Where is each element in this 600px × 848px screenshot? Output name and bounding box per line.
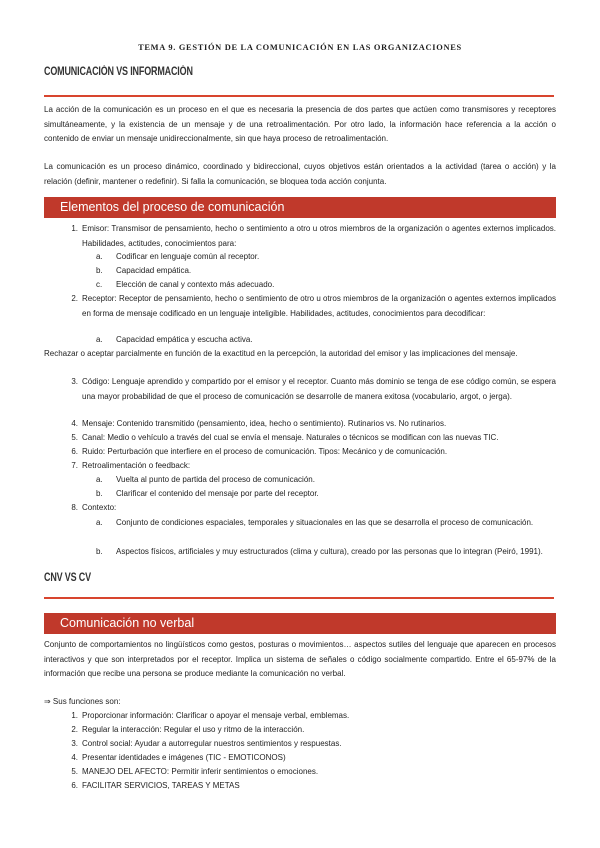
list-number: 5.	[71, 433, 78, 442]
list-item-ruido: Ruido: Perturbación que interfiere en el proceso de comunicación. Tipos: Mecánico y de comunicación.	[82, 447, 448, 456]
intro-paragraph-1: La acción de la comunicación es un proceso en el que es necesaria la presencia de dos partes que actúen como transmisores y receptores simultáneamente, y la existencia de un mensaje y de una retroalimentación. Por otro lado, la información hace referencia a la acción o contenido de enviar un mensaje unidireccionalmente, sin que haya proceso de retroalimentación.	[44, 105, 556, 143]
list-item-contexto: Contexto:	[82, 503, 117, 512]
list-item-codigo: Código: Lenguaje aprendido y compartido por el emisor y el receptor. Cuanto más dominio se tenga de ese código común, se espera una mayor probabilidad de que el proceso de comunicación se desarrolle de manera exitosa (vocabulario, argot, o jerga).	[82, 377, 556, 401]
sub-letter: a.	[96, 335, 103, 344]
list-number: 5.	[71, 767, 78, 776]
list-item-retroalimentacion: Retroalimentación o feedback:	[82, 461, 191, 470]
list-number: 1.	[71, 711, 78, 720]
sub-letter: c.	[96, 280, 103, 289]
sub-letter: b.	[96, 489, 103, 498]
function-item: Regular la interacción: Regular el uso y ritmo de la interacción.	[82, 725, 305, 734]
sub-letter: b.	[96, 547, 103, 556]
sub-item: Aspectos físicos, artificiales y muy estructurados (clima y cultura), creado por las personas que lo integran (Peiró, 1991).	[116, 547, 543, 556]
function-item: Control social: Ayudar a autorregular nuestros sentimientos y respuestas.	[82, 739, 342, 748]
sub-letter: a.	[96, 518, 103, 527]
sub-letter: a.	[96, 252, 103, 261]
list-number: 6.	[71, 447, 78, 456]
cnv-paragraph: Conjunto de comportamientos no lingüísticos como gestos, posturas o movimientos… aspectos sutiles del lenguaje que aparecen en procesos interactivos y que son interpretados por el receptor. Implica un sistema de señales o código socialmente compartido. Entre el 65-97% de la información que recibe una persona se produce mediante la comunicación no verbal.	[44, 640, 556, 678]
sub-letter: b.	[96, 266, 103, 275]
section-heading-cnv-vs-cv: CNV VS CV	[44, 572, 91, 584]
function-item: FACILITAR SERVICIOS, TAREAS Y METAS	[82, 781, 240, 790]
sub-item: Vuelta al punto de partida del proceso de comunicación.	[116, 475, 315, 484]
sub-item: Conjunto de condiciones espaciales, temporales y situacionales en las que se desarrolla el proceso de comunicación.	[116, 518, 534, 527]
functions-label: ⇒ Sus funciones son:	[44, 697, 121, 706]
list-number: 8.	[71, 503, 78, 512]
list-number: 4.	[71, 753, 78, 762]
function-item: Proporcionar información: Clarificar o apoyar el mensaje verbal, emblemas.	[82, 711, 350, 720]
section-divider	[44, 597, 554, 599]
banner-comunicacion-no-verbal: Comunicación no verbal	[44, 613, 556, 634]
function-item: MANEJO DEL AFECTO: Permitir inferir sentimientos o emociones.	[82, 767, 319, 776]
section-heading-comunicacion-vs-informacion: COMUNICACIÓN VS INFORMACIÓN	[44, 66, 193, 78]
receptor-note: Rechazar o aceptar parcialmente en función de la exactitud en la percepción, la autoridad del emisor y las implicaciones del mensaje.	[44, 349, 518, 358]
sub-item: Clarificar el contenido del mensaje por parte del receptor.	[116, 489, 319, 498]
list-number: 3.	[71, 739, 78, 748]
banner-elementos: Elementos del proceso de comunicación	[44, 197, 556, 218]
sub-item: Codificar en lenguaje común al receptor.	[116, 252, 260, 261]
sub-item: Capacidad empática y escucha activa.	[116, 335, 253, 344]
list-item-receptor: Receptor: Receptor de pensamiento, hecho o sentimiento de otro u otros miembros de la organización o agentes externos implicados en forma de mensaje codificado en un lenguaje inteligible. Habilidades, actitudes, conocimientos para decodificar:	[82, 294, 556, 318]
list-number: 4.	[71, 419, 78, 428]
sub-letter: a.	[96, 475, 103, 484]
list-number: 1.	[71, 224, 78, 233]
list-number: 2.	[71, 725, 78, 734]
section-divider	[44, 95, 554, 97]
list-number: 3.	[71, 377, 78, 386]
intro-paragraph-2: La comunicación es un proceso dinámico, coordinado y bidireccional, cuyos objetivos están orientados a la actividad (tarea o acción) y la relación (definir, mantener o redefinir). Si falla la comunicación, se bloquea toda acción conjunta.	[44, 162, 556, 186]
list-item-canal: Canal: Medio o vehículo a través del cual se envía el mensaje. Naturales o técnicos se modifican con las nuevas TIC.	[82, 433, 499, 442]
list-number: 2.	[71, 294, 78, 303]
list-item-emisor: Emisor: Transmisor de pensamiento, hecho o sentimiento a otro u otros miembros de la organización o agentes externos implicados. Habilidades, actitudes, conocimientos para:	[82, 224, 556, 248]
list-item-mensaje: Mensaje: Contenido transmitido (pensamiento, idea, hecho o sentimiento). Rutinarios vs. No rutinarios.	[82, 419, 447, 428]
function-item: Presentar identidades e imágenes (TIC - EMOTICONOS)	[82, 753, 286, 762]
document-title: TEMA 9. GESTIÓN DE LA COMUNICACIÓN EN LAS ORGANIZACIONES	[138, 43, 462, 52]
sub-item: Capacidad empática.	[116, 266, 192, 275]
list-number: 6.	[71, 781, 78, 790]
sub-item: Elección de canal y contexto más adecuado.	[116, 280, 275, 289]
list-number: 7.	[71, 461, 78, 470]
